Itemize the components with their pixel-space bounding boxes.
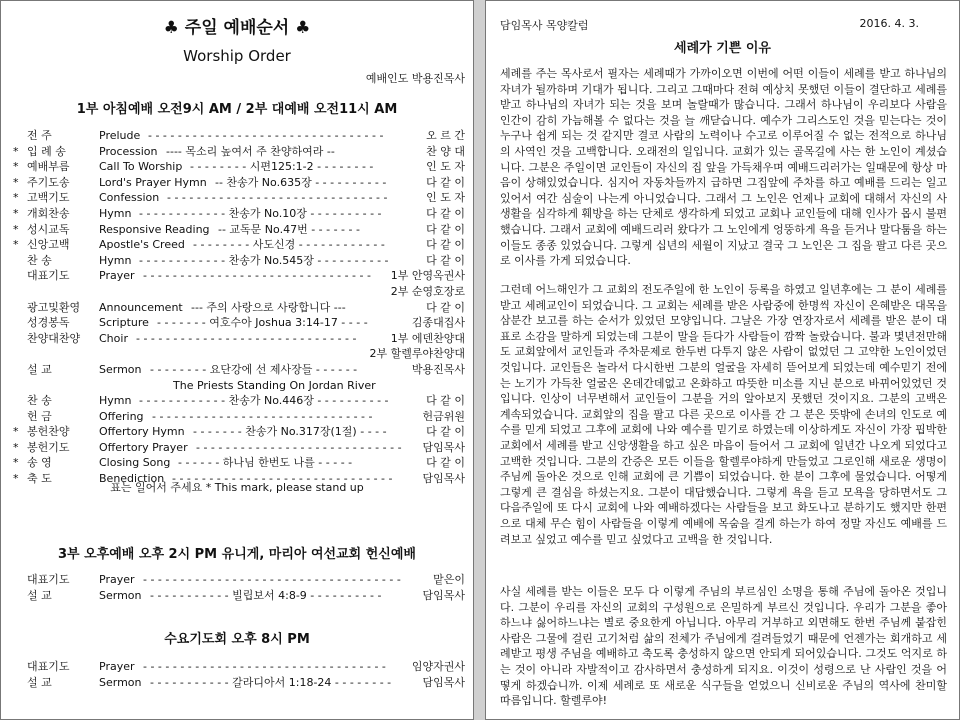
order-detail: - - - - - - - - - - - - - - - - - - - - - - - - - - - - - - [167,191,388,205]
order-korean-label: 대표기도 [27,660,70,673]
stand-marker: * [13,425,19,439]
order-responsible: 담임목사 [422,472,465,486]
stand-marker: * [13,175,19,189]
paragraph-text: 세례를 주는 목사로서 필자는 세례때가 가까이오면 이번에 어떤 이들이 세례를 받고 하나님의 자녀가 될까하며 기대가 됩니다. 그리고 그때마다 전혀 예상치 못했던 이들이 결단하고 세례를 받고 하나님의 자녀가 되는 것을 보며 놀랄때가 많습니다. 그래서 하나님이 우리보다 사람을 인간이 감히 가늠해볼 수 없다는 것을 늘 깨닫습니다. 예수가 그리스도인 것을 믿는다는 것이 누구나 쉽게 되는 것 같지만 결코 사람의 노력이나 수고로 이루어질 수 없는 전적으로 하나님의 사역인 것을 고백합니다. 오래전의 일입니다. 교회가 있는 골목길에 사는 한 노인이 계셨습니다. 그분은 주일이면 교인들이 자신의 집 앞을 가득채우며 예배드리러가는 일때문에 항상 마음이 상해있었습니다. 심지어 자동차들까지 급하면 그집앞에 주차를 하고 예배를 드리는 일고 있어서 여간 심술이 나는게 아니었습니다. 그래서 그 노인은 언제나 교회에 대해서 자신의 사생활을 심각하게 훼방을 하는 단체로 생각하게 되었고 교회나 교인들에 대해 인사가 몹시 불편했습니다. 그래서 교회에 예배드리러 왔다가 그 노인에게 엉뚱하게 욕을 듣거나 말다툼을 하는 이들도 종종 있었습니다. 그렇게 십년의 세월이 지났고 결국 그 노인은 그 집을 팔고 다른 곳으로 이사를 가게 되었습니다. [500,67,947,268]
order-responsible: 다 같 이 [426,238,465,252]
order-korean-label: 송 영 [27,456,52,470]
column-paragraph-2 [500,282,947,547]
order-responsible: 다 같 이 [426,394,465,408]
stand-marker: * [13,440,19,454]
order-responsible: 다 같 이 [426,253,465,267]
order-row [13,362,465,378]
paragraph-text: 사실 세례를 받는 이들은 모두 다 이렇게 주님의 부르심인 소명을 통해 주님에 돌아온 것입니다. 그분이 우리를 자신의 교회의 구성원으로 은밀하게 부르신 것입니다. 우리가 그분을 좋아하느냐 싫어하느냐는 별로 중요한게 아닙니다. 아무리 거부하고 외면해도 한번 주님께 붙잡힌 사람은 그물에 걸린 고기처럼 삶의 전체가 주님에게 걸려들었기 때문에 언젠가는 회개하고 세례받고 평생 주님을 예배하고 축도록 충성하지 않으면 안되게 되어있습니다. 그것도 억지로 하는 것이 아니라 자발적이고 감사하면서 충성하게 되지요. 이것이 성령으로 난 사람인 것을 어떻게 하겠습니까. 이제 세례로 또 새로운 식구들을 얻었으니 신비로운 주님의 역사에 찬미할 따름입니다. 할렐루야! [500,585,947,708]
order-english-label: Sermon [99,588,142,602]
order-responsible: 다 같 이 [426,175,465,189]
order-english-label: Offertory Prayer [99,440,188,454]
worship-leader: 예배인도 박용진목사 [365,72,465,85]
stand-marker: * [13,206,19,220]
order-detail: - - - - - - - - - - - - - - - - - - - - - - - - - - - - - - [136,331,357,345]
order-responsible: 임양자권사 [411,660,465,673]
order-responsible: 박용진목사 [411,362,465,376]
order-responsible: 담임목사 [422,588,465,602]
order-responsible: 헌금위원 [422,409,465,423]
order-responsible: 다 같 이 [426,206,465,220]
wednesday-heading: 수요기도회 오후 8시 PM [164,632,310,647]
order-row [13,253,465,269]
order-english-label: Benediction [99,472,165,486]
wednesday-order-list [13,659,465,690]
order-korean-label: 고백기도 [27,191,70,205]
order-detail: - - - - - - - - - - - - 찬송가 No.446장 - - - - - - - - - - [139,394,389,408]
order-english-label: Call To Worship [99,160,183,174]
order-row-continued [13,378,465,394]
order-korean-label: 설 교 [27,675,52,689]
order-detail: ---- 목소리 높여서 주 찬양하여라 -- [166,144,335,158]
order-english-label: Responsive Reading [99,222,210,236]
order-row-continued [13,284,465,300]
order-row [13,440,465,456]
order-row [13,144,465,160]
order-row [13,159,465,175]
stand-marker: * [13,472,19,486]
page-subtitle: Worship Order [183,47,291,65]
column-label: 담임목사 목양칼럼 [500,19,589,32]
order-detail: - - - - - - - - - - - - 찬송가 No.10장 - - - - - - - - - - [139,206,382,220]
order-detail: - - - - - - - - - - - - - - - - - - - - - - - - - - - - [196,440,402,454]
order-responsible: 다 같 이 [426,425,465,439]
order-responsible: 오 르 간 [426,129,465,142]
order-row [13,206,465,222]
worship-order-page [0,0,474,720]
stand-marker: * [13,160,19,174]
order-detail: - - - - - - - - 시편125:1-2 - - - - - - - - [190,160,374,174]
column-date: 2016. 4. 3. [859,17,919,30]
order-detail: - - - - - - - - - - - 갈라디아서 1:18-24 - - - - - - - - [150,675,392,689]
order-korean-label: 축 도 [27,472,52,486]
service1-heading: 1부 아침예배 오전9시 AM / 2부 대예배 오전11시 AM [76,102,398,117]
order-korean-label: 설 교 [27,588,52,602]
order-korean-label: 신앙고백 [27,238,70,252]
order-english-label: Offertory Hymn [99,425,185,439]
order-detail: - - - - - - - - - - - - - - - - - - - - - - - - - - - - - - [152,409,373,423]
order-english-label: Closing Song [99,456,171,470]
order-korean-label: 찬 송 [27,394,52,408]
order-korean-label: 대표기도 [27,573,70,586]
order-detail: - - - - - - - - - - - - - - - - - - - - - - - - - - - - - - - [143,269,371,283]
column-paragraph-1 [500,66,947,269]
order-detail: -- 찬송가 No.635장 - - - - - - - - - - [215,175,387,189]
order-korean-label: 예배부름 [27,160,70,174]
service3-order-list [13,572,465,603]
stand-marker: * [13,144,19,158]
order-english-label: Announcement [99,300,183,314]
pastor-column-page [485,0,960,720]
order-row [13,588,465,604]
order-english-label: Hymn [99,206,132,220]
order-responsible: 다 같 이 [426,300,465,314]
order-detail: - - - - - - - - - - - - - - - - - - - - - - - - - - - - - - - - - - - [143,573,401,586]
order-korean-label: 봉헌기도 [27,440,70,454]
column-paragraph-3 [500,584,947,709]
order-responsible: 인 도 자 [426,191,465,205]
order-english-label: Sermon [99,675,142,689]
order-row [13,409,465,425]
order-detail: - - - - - - - - 사도신경 - - - - - - - - - - - - [193,238,385,252]
order-responsible: 담임목사 [422,440,465,454]
order-responsible: 다 같 이 [426,222,465,236]
order-row [13,424,465,440]
order-row [13,128,465,144]
order-english-label: Sermon [99,362,142,376]
order-english-label: Lord's Prayer Hymn [99,175,207,189]
order-english-label: Prayer [99,573,135,586]
stand-marker: * [13,238,19,252]
order-english-label: Prayer [99,269,135,283]
order-detail: -- 교독문 No.47번 - - - - - - - [218,222,360,236]
order-row [13,175,465,191]
stand-note: 표는 일어서 주세요 * This mark, please stand up [110,481,364,494]
order-row [13,190,465,206]
order-english-label: Hymn [99,253,132,267]
order-row [13,237,465,253]
order-korean-label: 광고및환영 [27,300,81,314]
order-row [13,675,465,691]
service3-heading: 3부 오후예배 오후 2시 PM 유니게, 마리아 여선교회 헌신예배 [58,547,416,562]
order-detail: - - - - - - - - - - - - - - - - - - - - - - - - - - - - - - - - [148,129,384,142]
order-row [13,331,465,347]
order-row [13,315,465,331]
order-korean-label: 전 주 [27,129,52,142]
order-row [13,268,465,284]
service1-order-list [13,128,465,487]
order-responsible-2: 2부 할렐루야찬양대 [369,347,465,361]
order-detail: - - - - - - - 여호수아 Joshua 3:14-17 - - - - [157,316,368,330]
order-korean-label: 설 교 [27,362,52,376]
order-detail: - - - - - - - - 요단강에 선 제사장들 - - - - - - [150,362,358,376]
stand-marker: * [13,222,19,236]
stand-marker: * [13,456,19,470]
order-responsible: 담임목사 [422,675,465,689]
order-responsible: 다 같 이 [426,456,465,470]
order-responsible: 맡은이 [433,573,465,586]
order-english-label: Prayer [99,660,135,673]
order-detail-english: The Priests Standing On Jordan River [173,378,376,392]
page-title: ♣ 주일 예배순서 ♣ [163,18,311,38]
paragraph-text: 그런데 어느해인가 그 교회의 전도주일에 한 노인이 등록을 하였고 일년후에는 그 분이 세례를 받고 세례교인이 되었습니다. 그 교회는 세례를 받은 사람중에 한명씩 자신이 은혜받은 대목을 삼분간 보고를 하는 순서가 있었던 모양입니다. 그날은 가장 연장자로서 세례를 받은 분이 대표로 소감을 말하게 되었는데 그분이 말을 듣다가 사람들이 깜짝 놀랐습니다. 불과 몇년전만해도 교회앞에서 교인들과 주차문제로 한두번 다투지 않은 사람이 없었던 그 고약한 노인이었던 것입니다. 교인들은 놀라서 다시한번 그분의 얼굴을 자세히 뜯어보게 되었는데 예수믿기 전에는 노기가 가득찬 얼굴은 온데간데없고 온화하고 따뜻한 미소를 지닌 분으로 바뀌어있었던 것입니다. 인상이 너무변해서 교인들이 그분을 거의 알아보지 못했던 것이지요. 그분의 고백은 계속되었습니다. 교회앞의 집을 팔고 다른 곳으로 이사를 간 그 분은 뜻밖에 손녀의 인도로 예수를 믿게 되었고 그후에 교회에 나와 예수를 믿기로 하였는데 이상하게도 자신이 가장 핍박한 교회에서 세례를 받고 신앙생활을 하고 싶은 마음이 들어서 그 교회에 일년간 나오게 되었다고 고백한 것입니다. 그분의 간증은 모든 이들을 할렐루야하게 만들었고 그로인해 새로운 생명이 주님께 돌아온 것으로 인해 교회에 큰 기쁨이 되었습니다. 한 분이 그후에 물었습니다. 어떻게 그렇게 큰 결심을 하셨는지요. 그분이 대답했습니다. 그렇게 욕을 듣고 모욕을 당하면서도 그 다음주일에 또 다시 교회에 나와 예배하겠다는 사람들을 보고 화도나고 분하기도 했지만 한편으로 대체 무슨 힘이 사람들을 이렇게 예배에 목숨을 걸게 하는가 하여 정말 자신도 예배를 드려보고 싶었고 예수를 믿고 싶었다고 고백을 한 것입니다. [500,283,947,546]
order-responsible: 1부 에덴찬양대 [390,331,465,345]
order-korean-label: 입 례 송 [27,144,66,158]
order-row [13,300,465,316]
order-english-label: Hymn [99,394,132,408]
order-responsible-2: 2부 순영호장로 [390,284,465,298]
order-row [13,659,465,675]
stand-marker: * [13,191,19,205]
order-detail: - - - - - - - - - - - - - - - - - - - - - - - - - - - - - - - - - [143,660,386,673]
order-korean-label: 찬양대찬양 [27,331,81,345]
order-english-label: Scripture [99,316,149,330]
order-detail: - - - - - - - - - - - 빌립보서 4:8-9 - - - - - - - - - - [150,588,382,602]
order-korean-label: 대표기도 [27,269,70,283]
order-korean-label: 찬 송 [27,253,52,267]
order-korean-label: 주기도송 [27,175,70,189]
order-korean-label: 성경봉독 [27,316,70,330]
order-detail: - - - - - - - - - - - - 찬송가 No.545장 - - - - - - - - - - [139,253,389,267]
order-detail: - - - - - - 하나님 한번도 나를 - - - - - [178,456,353,470]
order-row [13,455,465,471]
order-english-label: Apostle's Creed [99,238,185,252]
order-detail: - - - - - - - 찬송가 No.317장(1절) - - - - [193,425,387,439]
order-row [13,393,465,409]
order-row [13,222,465,238]
order-row-continued [13,346,465,362]
order-english-label: Offering [99,409,144,423]
order-detail: - - - - - - - - - - - - - - - - - - - - - - - - - - - - - - [172,472,393,486]
order-row [13,572,465,588]
order-responsible: 찬 양 대 [426,144,465,158]
order-korean-label: 성시교독 [27,222,70,236]
order-responsible: 김종대집사 [411,316,465,330]
order-responsible: 인 도 자 [426,160,465,174]
order-detail: --- 주의 사랑으로 사랑합니다 --- [191,300,346,314]
order-english-label: Choir [99,331,128,345]
order-responsible: 1부 안영옥권사 [390,269,465,283]
order-korean-label: 개회찬송 [27,206,70,220]
order-korean-label: 봉헌찬양 [27,425,70,439]
order-korean-label: 헌 금 [27,409,52,423]
order-english-label: Confession [99,191,160,205]
order-english-label: Prelude [99,129,141,142]
order-english-label: Procession [99,144,158,158]
column-title: 세례가 기쁜 이유 [674,41,771,56]
